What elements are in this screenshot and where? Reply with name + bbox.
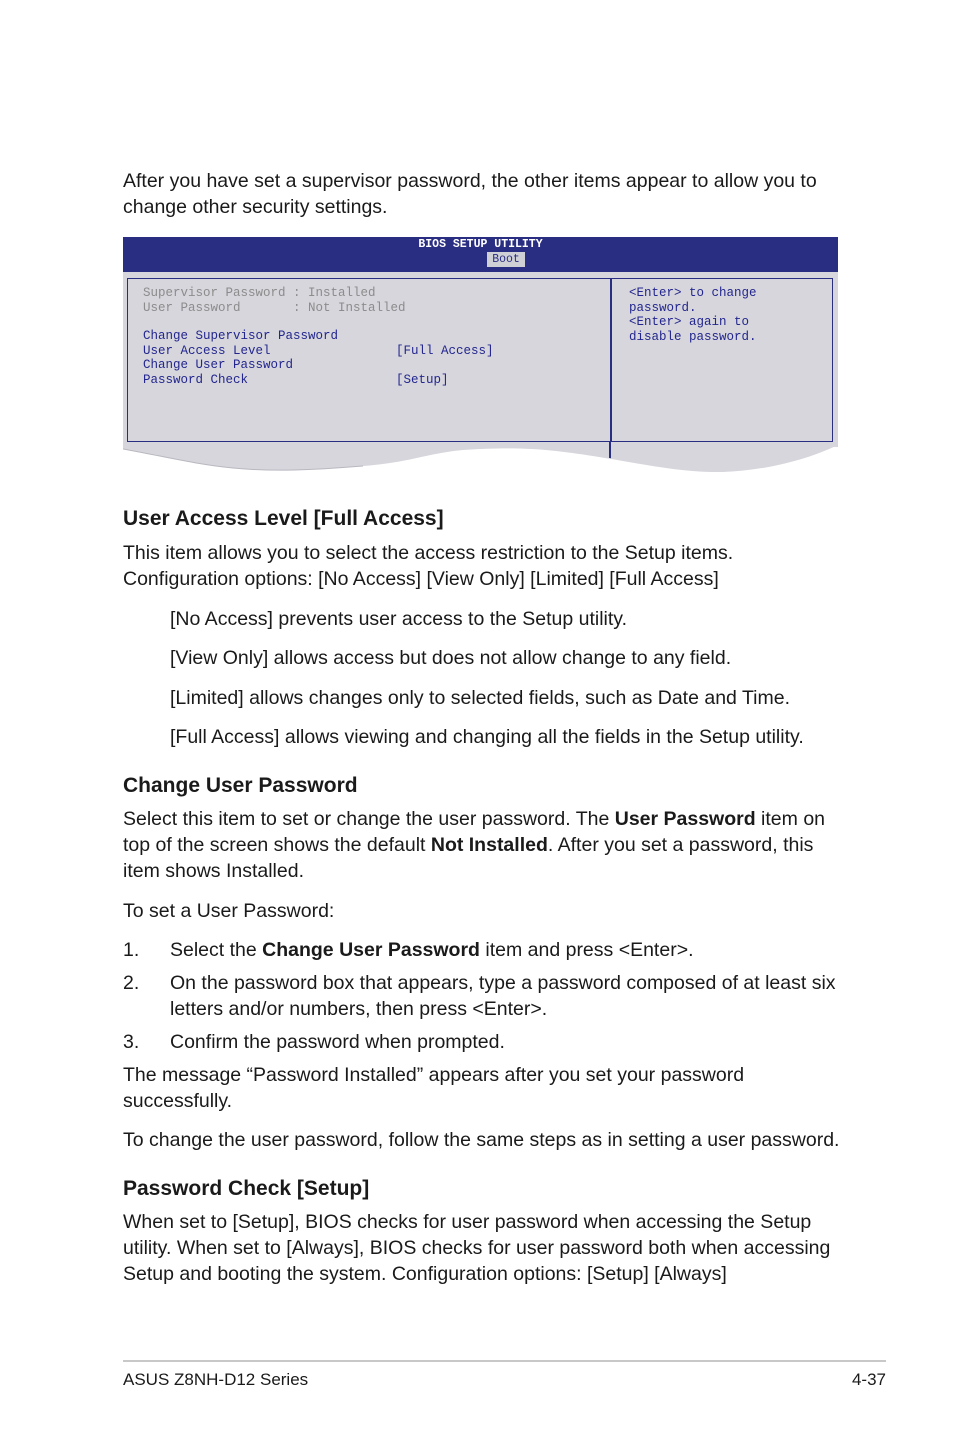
password-installed-message: The message “Password Installed” appears after you set your password successfully. xyxy=(123,1064,745,1112)
option-limited: [Limited] allows changes only to selected fields, such as Date and Time. xyxy=(170,687,790,709)
user-access-description: This item allows you to select the access restriction to the Setup items. xyxy=(123,542,734,564)
change-user-password-paragraph: Select this item to set or change the user password. The User Password item on top of the screen shows the default Not Installed. After you set a password, this item shows Installed. xyxy=(123,808,826,882)
footer-divider xyxy=(123,1360,886,1362)
bios-divider xyxy=(610,278,612,459)
change-password-note: To change the user password, follow the same steps as in setting a user password. xyxy=(123,1129,840,1151)
section-heading-password-check: Password Check [Setup] xyxy=(123,1177,370,1200)
page-number: 4-37 xyxy=(851,1370,886,1389)
bios-status-user: User Password : Not Installed xyxy=(143,300,406,315)
bios-tab-boot[interactable]: Boot xyxy=(487,252,525,267)
footer-product-name: ASUS Z8NH-D12 Series xyxy=(123,1370,309,1389)
bios-help-line: <Enter> again to xyxy=(629,315,750,329)
bios-help-line: disable password. xyxy=(629,329,757,344)
bios-value-user-access-level[interactable]: [Full Access] xyxy=(396,343,494,358)
set-user-password-intro: To set a User Password: xyxy=(123,900,335,922)
option-view-only: [View Only] allows access but does not allow change to any field. xyxy=(170,647,732,669)
bios-title: BIOS SETUP UTILITY xyxy=(418,238,543,251)
password-check-paragraph: When set to [Setup], BIOS checks for user password when accessing the Setup utility. When set to [Always], BIOS checks for user password both when accessing Setup and booting the system. Configuration options: [Setup] [Always] xyxy=(123,1211,831,1285)
bios-screenshot xyxy=(123,237,838,472)
intro-paragraph: After you have set a supervisor password, the other items appear to allow you to change other security settings. xyxy=(123,170,817,218)
option-no-access: [No Access] prevents user access to the Setup utility. xyxy=(170,608,628,630)
bios-item-change-supervisor-password[interactable]: Change Supervisor Password xyxy=(143,329,339,343)
bios-item-change-user-password[interactable]: Change User Password xyxy=(143,358,294,372)
section-heading-change-user-password: Change User Password xyxy=(123,774,358,797)
bios-status-supervisor: Supervisor Password : Installed xyxy=(143,286,376,300)
bios-item-password-check[interactable]: Password Check xyxy=(143,372,249,387)
bios-item-user-access-level[interactable]: User Access Level xyxy=(143,343,271,358)
option-full-access: [Full Access] allows viewing and changing all the fields in the Setup utility. xyxy=(170,726,804,748)
user-access-options: Configuration options: [No Access] [View Only] [Limited] [Full Access] xyxy=(123,568,719,590)
section-heading-user-access-level: User Access Level [Full Access] xyxy=(123,507,444,530)
bios-help-line: password. xyxy=(629,300,697,315)
bios-help-line: <Enter> to change xyxy=(629,286,757,300)
bios-value-password-check[interactable]: [Setup] xyxy=(396,372,449,387)
torn-edge-graphic xyxy=(123,442,838,472)
